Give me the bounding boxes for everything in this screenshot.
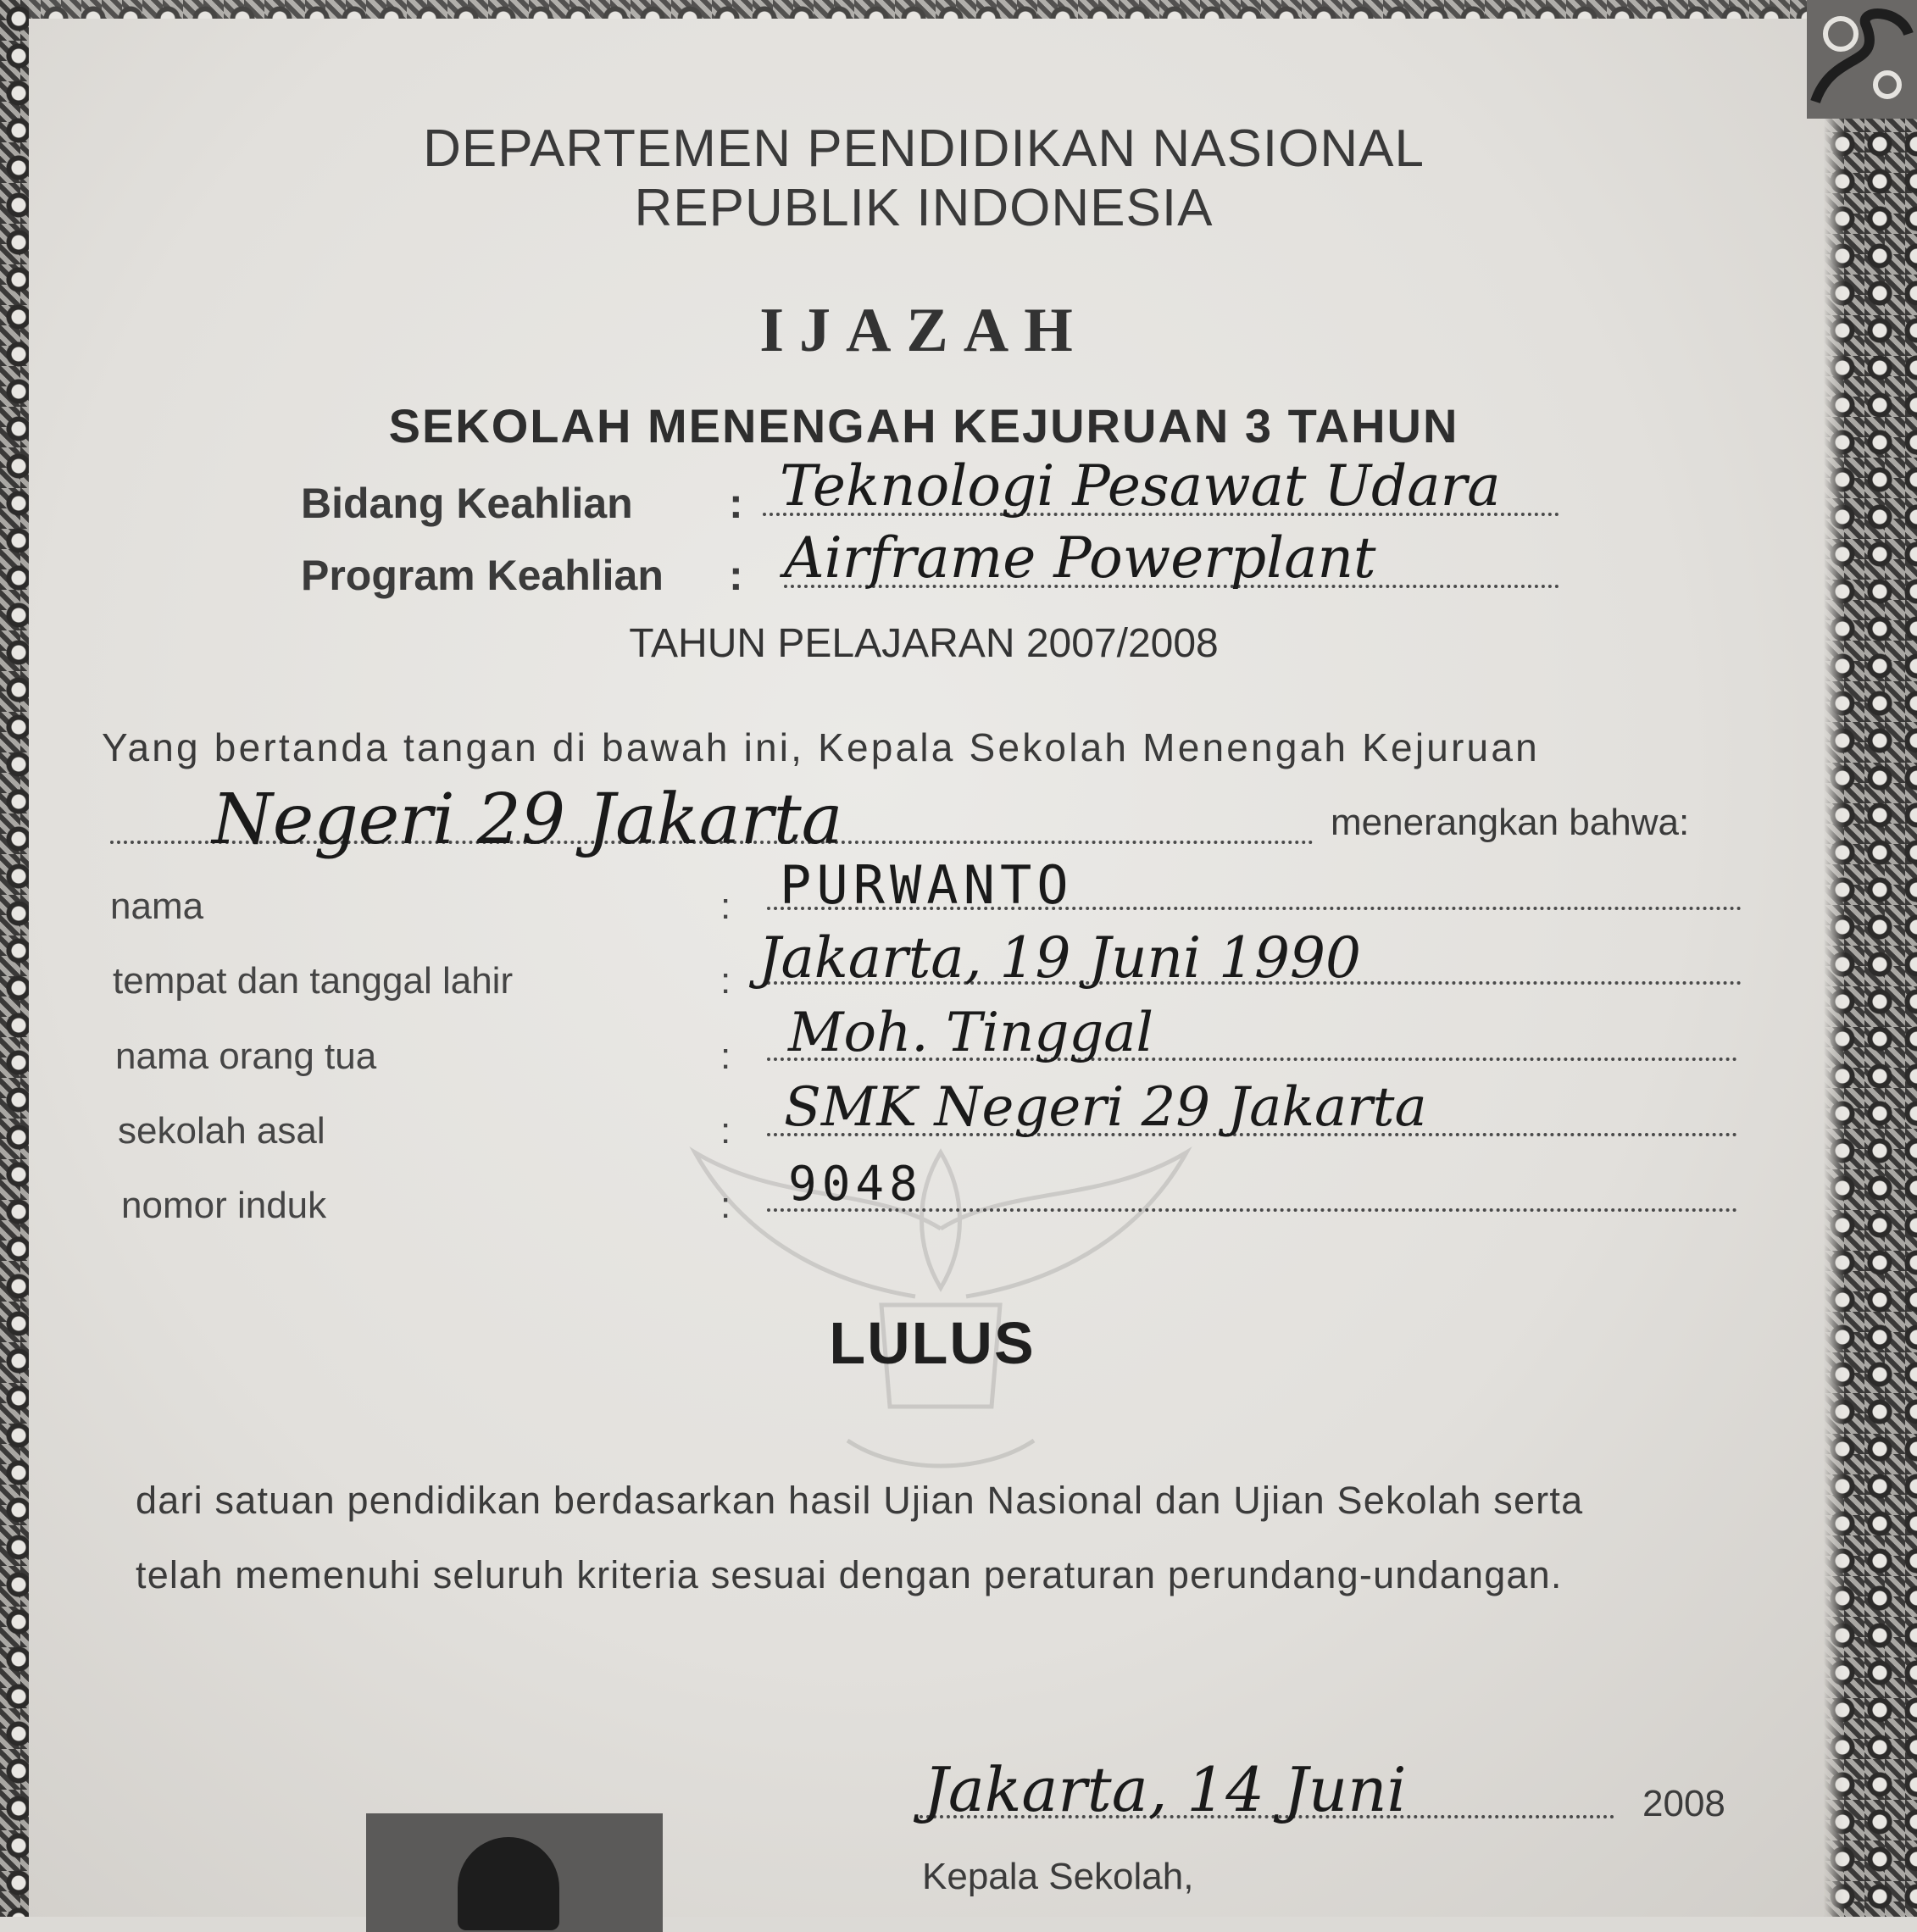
bidang-keahlian-label: Bidang Keahlian [301,480,633,527]
field-label-tempat-tanggal-lahir: tempat dan tanggal lahir [113,960,514,1002]
field-colon: : [720,1110,731,1152]
ministry-heading: DEPARTEMEN PENDIDIKAN NASIONAL [423,119,1425,178]
field-colon: : [720,1185,731,1226]
signature-year: 2008 [1642,1783,1725,1824]
program-keahlian-label: Program Keahlian [301,552,664,599]
corner-ornament-icon [1807,0,1917,119]
program-colon: : [729,552,743,599]
school-type-heading: SEKOLAH MENENGAH KEJURUAN 3 TAHUN [388,399,1459,452]
statement-intro: Yang bertanda tangan di bawah ini, Kepala Sekolah Menengah Kejuruan [102,725,1540,769]
academic-year: TAHUN PELAJARAN 2007/2008 [629,621,1219,666]
country-heading: REPUBLIK INDONESIA [634,179,1214,237]
field-label-nomor-induk: nomor induk [121,1185,327,1226]
signature-place-date: Jakarta, 14 Juni [924,1754,1407,1825]
field-value-tempat-tanggal-lahir: Jakarta, 19 Juni 1990 [758,925,1362,991]
closing-line-2: telah memenuhi seluruh kriteria sesuai dengan peraturan perundang-undangan. [136,1553,1563,1596]
menerangkan-text: menerangkan bahwa: [1331,802,1690,843]
closing-line-1: dari satuan pendidikan berdasarkan hasil Ujian Nasional dan Ujian Sekolah serta [136,1479,1584,1522]
result-lulus: LULUS [829,1310,1036,1376]
field-value-nomor-induk: 9048 [788,1157,923,1212]
field-colon: : [720,1035,731,1077]
field-label-nama-orang-tua: nama orang tua [115,1035,377,1077]
field-colon: : [720,886,731,927]
field-colon: : [720,960,731,1002]
program-keahlian-value: Airframe Powerplant [784,525,1376,591]
field-value-sekolah-asal: SMK Negeri 29 Jakarta [784,1076,1427,1139]
garuda-watermark [593,1102,1288,1508]
field-value-nama: PURWANTO [780,854,1074,916]
signature-role: Kepala Sekolah, [922,1856,1194,1897]
field-label-sekolah-asal: sekolah asal [118,1110,325,1152]
school-name-handwritten: Negeri 29 Jakarta [212,780,843,860]
field-label-nama: nama [110,886,204,927]
ornamental-border-left [0,0,29,1917]
bidang-keahlian-value: Teknologi Pesawat Udara [780,453,1501,519]
certificate-title: IJAZAH [759,296,1088,365]
field-value-nama-orang-tua: Moh. Tinggal [788,1002,1153,1064]
bidang-colon: : [729,480,743,527]
ornamental-border-top [0,0,1917,19]
